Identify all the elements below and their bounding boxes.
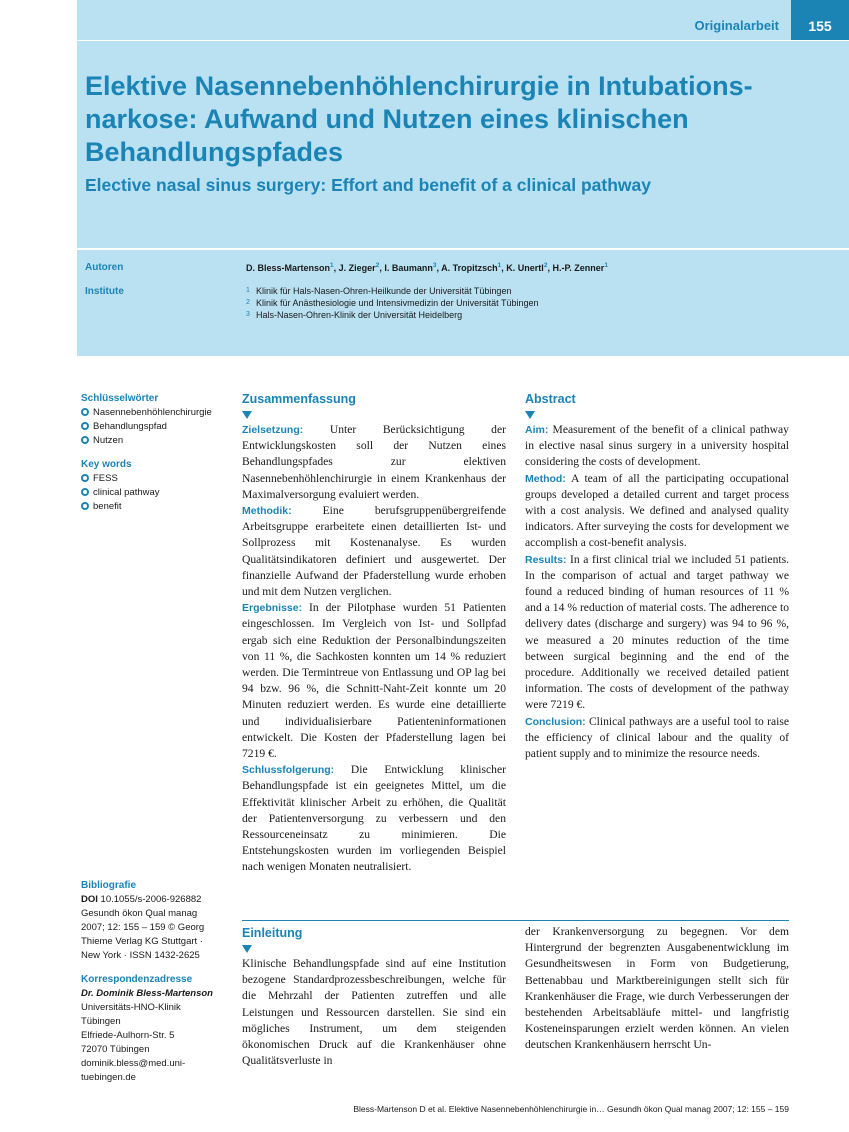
- abstract-section: [242, 503, 506, 600]
- abstract-section: [525, 471, 789, 552]
- bibliography: [81, 879, 231, 963]
- doi-label: DOI: [81, 894, 98, 905]
- abstract-section: [242, 422, 506, 503]
- keyword-item: clinical pathway: [81, 486, 231, 500]
- institute-number: 1: [246, 287, 250, 294]
- bib-line: Thieme Verlag KG Stuttgart ·: [81, 936, 203, 947]
- bib-line: 2007; 12: 155 – 159 © Georg: [81, 922, 205, 933]
- author-name: K. Unertl: [506, 263, 544, 273]
- author-name: I. Baumann: [384, 263, 433, 273]
- keywords-en: [81, 458, 231, 514]
- section-label: Zielsetzung:: [242, 424, 304, 436]
- bib-line: New York · ISSN 1432-2625: [81, 950, 200, 961]
- header-divider: [77, 40, 849, 41]
- address-line: Tübingen: [81, 1016, 121, 1027]
- doi-value: 10.1055/s-2006-926882: [100, 894, 202, 905]
- bullet-icon: [81, 502, 89, 510]
- section-text: A team of all the participating occupational groups developed a detailed current and target process with a cost analysis. We defined and analysed quality indicators. After surveying the costs for development we accomplish a cost-benefit analysis.: [525, 471, 789, 550]
- bullet-icon: [81, 422, 89, 430]
- author-affiliation: 1: [604, 262, 608, 269]
- institute-text: Hals-Nasen-Ohren-Klinik der Universität Heidelberg: [256, 310, 463, 320]
- page-number: 155: [791, 0, 849, 40]
- section-text: In a first clinical trial we included 51 patients. In the comparison of actual and target pathway we found a reduced binding of human resources of 11 % and a 14 % reduction of material costs. The adherence to delivery dates (discharge and surgery) was 94 to 96 %, we measured a 20 minutes reduction of the time between surgical beginning and the end of the procedure. Additionally we received detailed patient information. The costs of development of the pathway were 7219 €.: [525, 552, 789, 712]
- institutes-label: Institute: [85, 286, 124, 297]
- institute-text: Klinik für Anästhesiologie und Intensivmedizin der Universität Tübingen: [256, 298, 539, 308]
- correspondence-heading: Korrespondenzadresse: [81, 974, 193, 985]
- article-subtitle: Elective nasal sinus surgery: Effort and benefit of a clinical pathway: [85, 175, 651, 195]
- bullet-icon: [81, 408, 89, 416]
- institute-text: Klinik für Hals-Nasen-Ohren-Heilkunde der Universität Tübingen: [256, 286, 512, 296]
- email-line: dominik.bless@med.uni-: [81, 1058, 186, 1069]
- keyword-item: Behandlungspfad: [81, 420, 231, 434]
- author-affiliation: 3: [432, 262, 437, 269]
- author-affiliation: 1: [330, 262, 334, 269]
- triangle-down-icon: [242, 945, 252, 953]
- section-text: Eine berufsgruppenübergreifende Arbeitsgruppe erarbeitete einen detaillierten Ist- und Sollprozess mit Kostenanalyse. Es wurden Qualitätsindikatoren definiert und ausgewertet. Der finanzielle Aufwand der Pfaderstellung wurde erhoben und mit dem Nutzen verglichen.: [242, 504, 506, 599]
- keyword-item: Nasennebenhöhlenchirurgie: [81, 406, 231, 420]
- einleitung-right: [525, 924, 789, 1054]
- section-text: Measurement of the benefit of a clinical pathway in elective nasal sinus surgery in a university hospital considering the costs of development.: [525, 423, 789, 469]
- section-divider: [242, 920, 789, 921]
- institute-number: 3: [246, 311, 250, 318]
- section-label: Results:: [525, 553, 567, 566]
- keywords-en-heading: Key words: [81, 459, 132, 470]
- body-text: der Krankenversorgung zu begegnen. Vor dem Hintergrund der begrenzten Ausgabenentwicklung im Gesundheitswesen in Form von Budgetierung, Bettenabbau und Marktbereinigungen stellt sich für Krankenhäuser die Frage, wie durch Verbesserungen der bestehenden Arbeitsabläufe mittel- und langfristig Kosteneinsparungen erzielt werden können. An vielen deutschen Krankenhäusern herrscht Un-: [525, 925, 789, 1052]
- bullet-icon: [81, 488, 89, 496]
- author-list: D. Bless-Martenson$^1$, J. Zieger$^2$, I. Baumann$^3$, A. Tropitzsch$^1$, K. Unertl$^2$, H.-P. Zenner$^1$: [246, 262, 608, 273]
- correspondence-name: Dr. Dominik Bless-Martenson: [81, 988, 213, 999]
- abstract-section: [242, 600, 506, 762]
- abstract-section: [525, 714, 789, 763]
- keyword-item: FESS: [81, 472, 231, 486]
- section-text: In der Pilotphase wurden 51 Patienten eingeschlossen. Im Vergleich von Ist- und Sollpfad ergab sich eine Reduktion der Personalbindungszeiten von 11 %, die Sachkosten konnten um 14 % reduziert werden. Die Termintreue von Entlassung und OP lag bei 94 bzw. 96 %, die Schnitt-Naht-Zeit konnte um 20 Minuten reduziert werden. Es wurde eine detaillierte und individualisierbare Patienteninformationen entwickelt. Die Kosten der Pfaderstellung lagen bei 7219 €.: [242, 601, 506, 761]
- author-affiliation: 2: [543, 262, 548, 269]
- triangle-down-icon: [525, 411, 535, 419]
- abstract-section: [242, 762, 506, 875]
- section-label: Aim:: [525, 424, 549, 436]
- keyword-item: benefit: [81, 500, 231, 514]
- authors-label: Autoren: [85, 262, 124, 273]
- author-name: J. Zieger: [338, 263, 376, 273]
- bibliography-heading: Bibliografie: [81, 880, 137, 891]
- bullet-icon: [81, 436, 89, 444]
- address-line: Elfriede-Aulhorn-Str. 5: [81, 1030, 175, 1041]
- body-text: Klinische Behandlungspfade sind auf eine Institution bezogene Standardprozessbeschreibungen, welche für die Mehrzahl der Patienten zutreffen und alle Leistungen und Ressourcen darstellen. Sie sind ein mögliches Instrument, um dem steigenden ökonomischen Druck auf die Krankenhäuser ohne Qualitätsverluste in: [242, 957, 506, 1068]
- zusammenfassung: [242, 391, 506, 876]
- doi-line: [81, 893, 231, 907]
- keyword-item: Nutzen: [81, 434, 231, 448]
- bullet-icon: [81, 474, 89, 482]
- section-text: Unter Berücksichtigung der Entwicklungskosten soll der Nutzen eines Behandlungspfades zur elektiven Nasennebenhöhlenchirurgie in einem Krankenhaus der Maximalversorgung evaluiert werden.: [242, 423, 506, 501]
- address-line: 72070 Tübingen: [81, 1044, 150, 1055]
- section-label: Method:: [525, 472, 566, 485]
- institute-item: [246, 309, 539, 321]
- institute-item: [246, 297, 539, 309]
- section-label: Methodik:: [242, 505, 292, 518]
- address-line: Universitäts-HNO-Klinik: [81, 1002, 181, 1013]
- section-text: Die Entwicklung klinischer Behandlungspfade ist ein geeignetes Mittel, um die Effektivität klinischer Arbeit zu erhöhen, die Qualität der Patientenversorgung zu verbessern und den Ressourceneinsatz zu minimieren. Die Entstehungskosten wurden im vorliegenden Beispiel nach wenigen Monaten neutralisiert.: [242, 763, 506, 874]
- email-line: tuebingen.de: [81, 1072, 136, 1083]
- bib-line: Gesundh ökon Qual manag: [81, 908, 198, 919]
- keywords-de: [81, 392, 231, 448]
- section-text: Clinical pathways are a useful tool to raise the efficiency of clinical labour and the quality of patient supply and to minimize the resource needs.: [525, 714, 789, 761]
- section-label: Schlussfolgerung:: [242, 764, 335, 777]
- einleitung-left: [242, 925, 506, 1069]
- institute-list: [246, 285, 539, 321]
- section-label: Originalarbeit: [694, 18, 779, 33]
- page-footer: Bless-Martenson D et al. Elektive Nasennebenhöhlenchirurgie in… Gesundh ökon Qual manag 2007; 12: 155 – 159: [353, 1104, 789, 1114]
- triangle-down-icon: [242, 411, 252, 419]
- einleitung-heading: Einleitung: [242, 926, 303, 940]
- abstract-heading: Abstract: [525, 392, 576, 406]
- correspondence: [81, 973, 231, 1085]
- author-name: H.-P. Zenner: [552, 263, 605, 273]
- abstract-section: [525, 552, 789, 714]
- zusammenfassung-heading: Zusammenfassung: [242, 392, 356, 406]
- abstract-section: [525, 422, 789, 471]
- author-affiliation: 2: [375, 262, 380, 269]
- section-label: Ergebnisse:: [242, 602, 303, 615]
- article-title: Elektive Nasennebenhöhlenchirurgie in Intubations-narkose: Aufwand und Nutzen eines klinischen Behandlungspfades: [85, 71, 753, 167]
- abstract: [525, 391, 789, 762]
- keywords-de-heading: Schlüsselwörter: [81, 393, 159, 404]
- author-name: D. Bless-Martenson: [246, 263, 331, 273]
- institute-number: 2: [246, 299, 250, 306]
- section-label: Conclusion:: [525, 715, 586, 728]
- author-name: A. Tropitzsch: [441, 263, 498, 273]
- institute-item: [246, 285, 539, 297]
- author-affiliation: 1: [497, 262, 502, 269]
